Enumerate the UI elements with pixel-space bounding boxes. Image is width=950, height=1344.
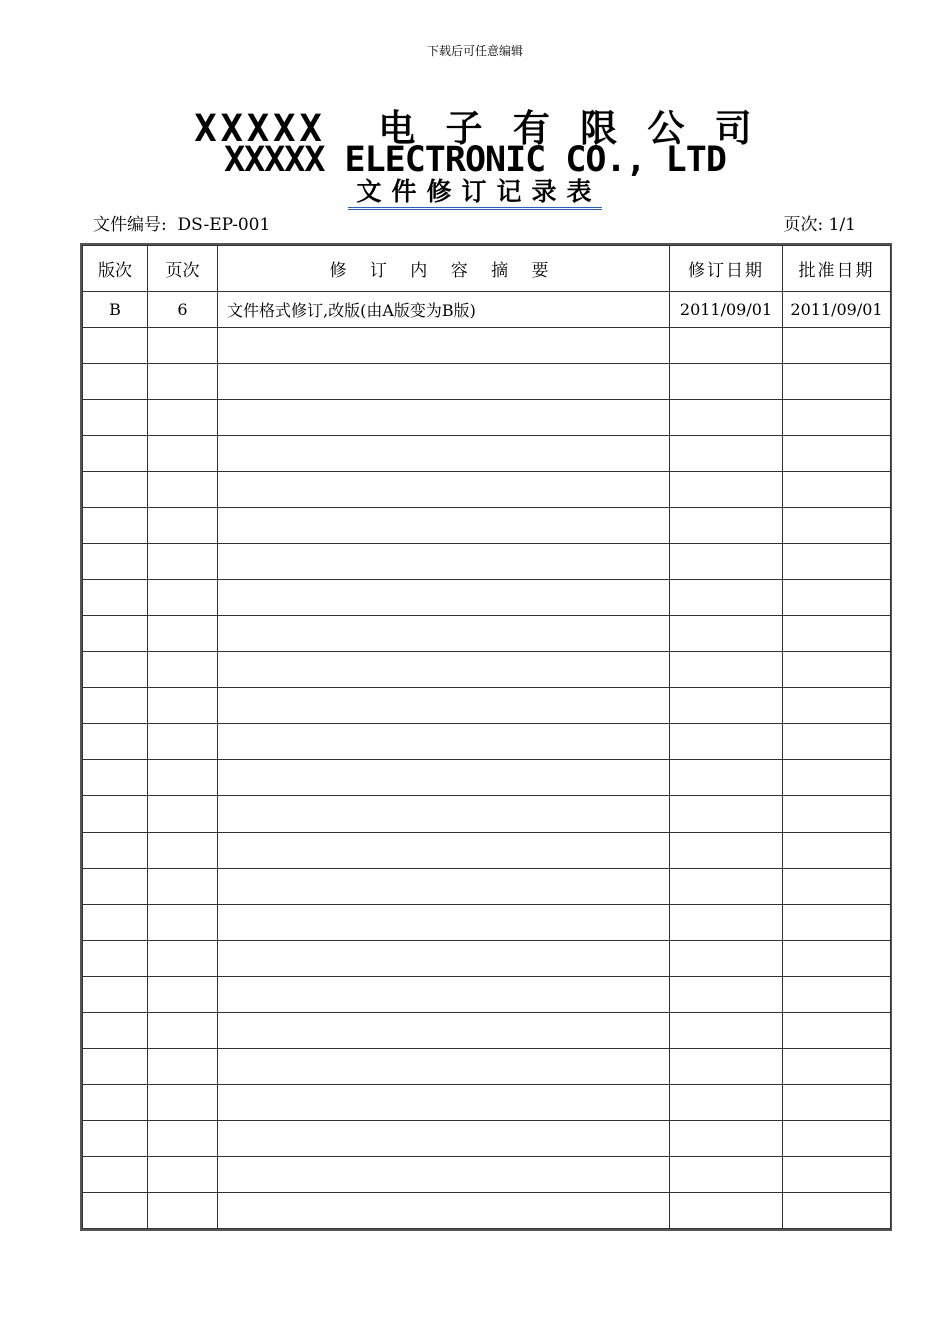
cell-page xyxy=(148,760,218,796)
cell-page xyxy=(148,544,218,580)
cell-approval-date xyxy=(783,940,891,976)
cell-revision-date xyxy=(670,760,783,796)
cell-approval-date xyxy=(783,760,891,796)
cell-revision-date xyxy=(670,724,783,760)
table-row xyxy=(83,544,891,580)
cell-version xyxy=(83,1192,148,1228)
cell-summary xyxy=(218,1084,670,1120)
cell-approval-date xyxy=(783,832,891,868)
cell-version xyxy=(83,652,148,688)
cell-page xyxy=(148,616,218,652)
cell-approval-date xyxy=(783,868,891,904)
cell-approval-date xyxy=(783,364,891,400)
cell-version: B xyxy=(83,292,148,328)
table-header-row xyxy=(83,246,891,292)
table-row xyxy=(83,796,891,832)
cell-page xyxy=(148,904,218,940)
cell-revision-date xyxy=(670,832,783,868)
watermark-text: 下载后可任意编辑 xyxy=(426,44,523,58)
cell-page xyxy=(148,1012,218,1048)
cell-revision-date xyxy=(670,364,783,400)
cell-approval-date xyxy=(783,688,891,724)
table-row xyxy=(83,580,891,616)
table-row xyxy=(83,868,891,904)
header-revision-date: 修订日期 xyxy=(670,246,783,292)
cell-approval-date xyxy=(783,1120,891,1156)
cell-version xyxy=(83,580,148,616)
cell-version xyxy=(83,1084,148,1120)
cell-version xyxy=(83,1048,148,1084)
cell-summary xyxy=(218,1156,670,1192)
cell-summary xyxy=(218,364,670,400)
cell-page xyxy=(148,652,218,688)
cell-summary xyxy=(218,616,670,652)
cell-summary xyxy=(218,940,670,976)
table-row xyxy=(83,1192,891,1228)
cell-approval-date xyxy=(783,724,891,760)
cell-approval-date xyxy=(783,1156,891,1192)
cell-version xyxy=(83,796,148,832)
table-row xyxy=(83,760,891,796)
page-indicator xyxy=(784,210,857,235)
table-row xyxy=(83,400,891,436)
cell-approval-date xyxy=(783,580,891,616)
table-row xyxy=(83,976,891,1012)
cell-approval-date xyxy=(783,472,891,508)
cell-revision-date xyxy=(670,544,783,580)
cell-revision-date xyxy=(670,1048,783,1084)
cell-summary xyxy=(218,760,670,796)
table-row xyxy=(83,328,891,364)
cell-page xyxy=(148,1120,218,1156)
cell-version xyxy=(83,1120,148,1156)
table-row xyxy=(83,508,891,544)
cell-version xyxy=(83,940,148,976)
cell-version xyxy=(83,400,148,436)
cell-revision-date xyxy=(670,436,783,472)
cell-approval-date xyxy=(783,1192,891,1228)
cell-revision-date xyxy=(670,1156,783,1192)
cell-version xyxy=(83,724,148,760)
table-row xyxy=(83,1048,891,1084)
cell-version xyxy=(83,544,148,580)
cell-summary xyxy=(218,508,670,544)
table-row xyxy=(83,292,891,328)
table-row xyxy=(83,616,891,652)
cell-summary xyxy=(218,400,670,436)
table-row xyxy=(83,688,891,724)
table-row xyxy=(83,724,891,760)
cell-revision-date xyxy=(670,1084,783,1120)
cell-page xyxy=(148,796,218,832)
cell-approval-date xyxy=(783,544,891,580)
table-row xyxy=(83,832,891,868)
cell-page xyxy=(148,688,218,724)
cell-page xyxy=(148,436,218,472)
cell-summary xyxy=(218,1048,670,1084)
table-row xyxy=(83,1156,891,1192)
cell-revision-date xyxy=(670,616,783,652)
cell-page xyxy=(148,940,218,976)
cell-summary xyxy=(218,436,670,472)
revision-table-frame xyxy=(80,243,892,1231)
doc-number-label: 文件编号: xyxy=(93,215,167,235)
cell-revision-date xyxy=(670,580,783,616)
cell-approval-date xyxy=(783,652,891,688)
header-summary: 修 订 内 容 摘 要 xyxy=(218,246,670,292)
cell-version xyxy=(83,688,148,724)
cell-summary xyxy=(218,796,670,832)
cell-summary xyxy=(218,1120,670,1156)
cell-approval-date xyxy=(783,400,891,436)
doc-number-value: DS-EP-001 xyxy=(177,215,271,235)
cell-version xyxy=(83,364,148,400)
doc-number xyxy=(93,210,270,235)
cell-version xyxy=(83,1156,148,1192)
cell-revision-date xyxy=(670,904,783,940)
cell-version xyxy=(83,508,148,544)
cell-revision-date xyxy=(670,652,783,688)
cell-version xyxy=(83,472,148,508)
cell-page xyxy=(148,400,218,436)
header-page: 页次 xyxy=(148,246,218,292)
cell-version xyxy=(83,868,148,904)
table-row xyxy=(83,1084,891,1120)
cell-page xyxy=(148,580,218,616)
cell-version xyxy=(83,832,148,868)
cell-summary xyxy=(218,976,670,1012)
cell-page xyxy=(148,976,218,1012)
cell-approval-date: 2011/09/01 xyxy=(783,292,891,328)
company-name-en: XXXXX ELECTRONIC CO., LTD xyxy=(224,140,726,180)
header-version: 版次 xyxy=(83,246,148,292)
cell-summary xyxy=(218,1192,670,1228)
cell-revision-date xyxy=(670,328,783,364)
cell-page xyxy=(148,472,218,508)
table-row xyxy=(83,364,891,400)
cell-version xyxy=(83,1012,148,1048)
revision-table xyxy=(82,245,891,1229)
table-row xyxy=(83,436,891,472)
cell-approval-date xyxy=(783,1084,891,1120)
cell-revision-date xyxy=(670,1192,783,1228)
cell-revision-date xyxy=(670,1012,783,1048)
header-approval-date: 批准日期 xyxy=(783,246,891,292)
cell-approval-date xyxy=(783,904,891,940)
cell-approval-date xyxy=(783,328,891,364)
cell-page: 6 xyxy=(148,292,218,328)
cell-version xyxy=(83,436,148,472)
cell-page xyxy=(148,868,218,904)
cell-summary xyxy=(218,472,670,508)
table-row xyxy=(83,940,891,976)
cell-page xyxy=(148,328,218,364)
cell-revision-date xyxy=(670,868,783,904)
cell-summary xyxy=(218,580,670,616)
cell-revision-date xyxy=(670,472,783,508)
cell-approval-date xyxy=(783,508,891,544)
cell-approval-date xyxy=(783,1012,891,1048)
cell-revision-date xyxy=(670,1120,783,1156)
cell-page xyxy=(148,1084,218,1120)
table-row xyxy=(83,472,891,508)
cell-page xyxy=(148,724,218,760)
page-label: 页次: xyxy=(783,215,824,235)
cell-revision-date xyxy=(670,400,783,436)
cell-version xyxy=(83,328,148,364)
cell-summary xyxy=(218,652,670,688)
cell-approval-date xyxy=(783,976,891,1012)
cell-revision-date xyxy=(670,796,783,832)
cell-version xyxy=(83,616,148,652)
table-row xyxy=(83,904,891,940)
cell-revision-date xyxy=(670,940,783,976)
cell-version xyxy=(83,904,148,940)
cell-revision-date xyxy=(670,976,783,1012)
cell-summary xyxy=(218,832,670,868)
cell-version xyxy=(83,760,148,796)
cell-summary xyxy=(218,724,670,760)
table-row xyxy=(83,652,891,688)
cell-approval-date xyxy=(783,436,891,472)
cell-revision-date xyxy=(670,688,783,724)
cell-approval-date xyxy=(783,1048,891,1084)
cell-page xyxy=(148,508,218,544)
cell-revision-date xyxy=(670,508,783,544)
cell-approval-date xyxy=(783,616,891,652)
table-row xyxy=(83,1120,891,1156)
form-title: 文件修订记录表 xyxy=(348,178,601,210)
page-value: 1/1 xyxy=(828,215,856,235)
cell-summary xyxy=(218,544,670,580)
cell-page xyxy=(148,1156,218,1192)
cell-revision-date: 2011/09/01 xyxy=(670,292,783,328)
table-row xyxy=(83,1012,891,1048)
cell-summary xyxy=(218,688,670,724)
cell-summary: 文件格式修订,改版(由A版变为B版) xyxy=(218,292,670,328)
cell-version xyxy=(83,976,148,1012)
cell-approval-date xyxy=(783,796,891,832)
cell-page xyxy=(148,832,218,868)
cell-page xyxy=(148,1048,218,1084)
cell-summary xyxy=(218,904,670,940)
cell-summary xyxy=(218,328,670,364)
form-title-container xyxy=(0,178,950,210)
cell-page xyxy=(148,1192,218,1228)
cell-summary xyxy=(218,1012,670,1048)
cell-summary xyxy=(218,868,670,904)
company-name-cn: XXXXX 电 子 有 限 公 司 xyxy=(194,107,756,150)
cell-page xyxy=(148,364,218,400)
